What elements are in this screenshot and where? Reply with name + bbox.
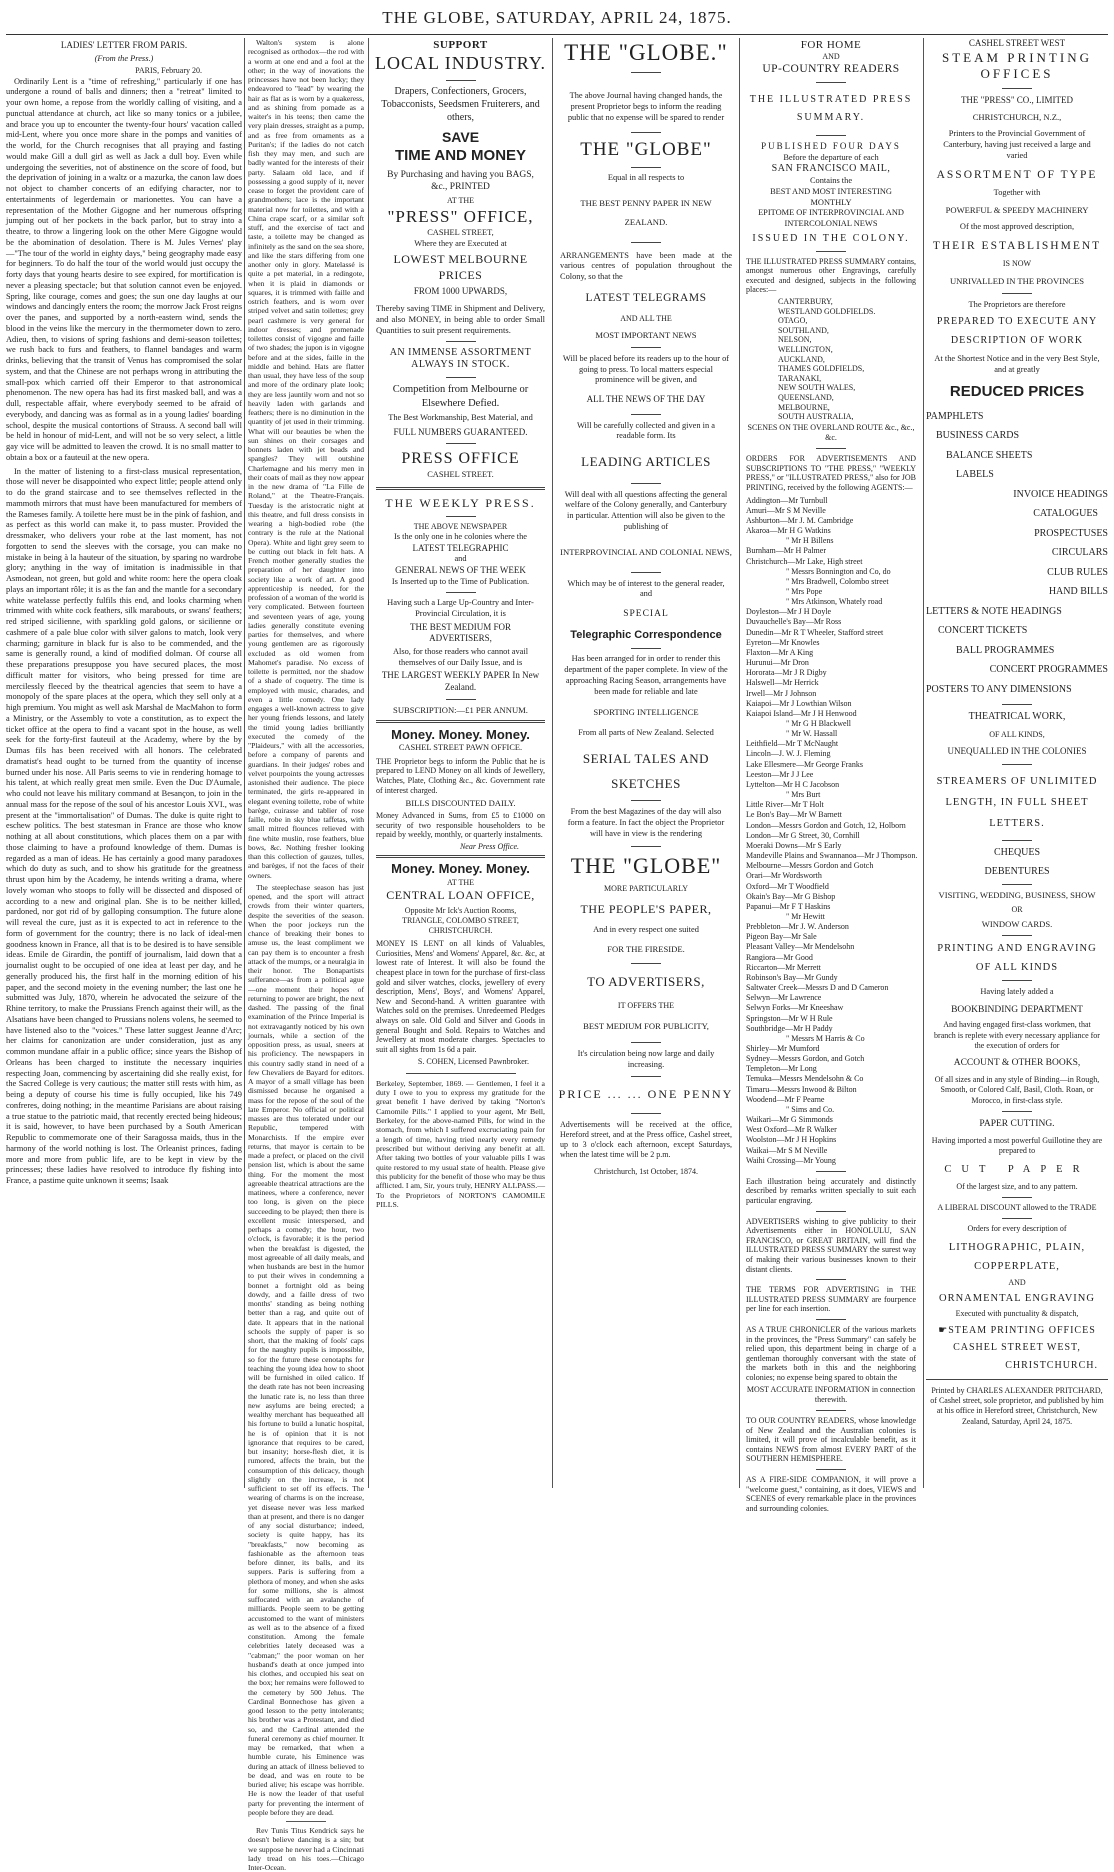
- agent-item: Oxford—Mr T Woodfield: [746, 881, 829, 891]
- article-paragraph: Ordinarily Lent is a "time of refreshing," particularly if one has undergone a round of balls and dinners; then a "retreat" limited to your own home, a repose from the worldly calling of visiting, and a punctual attendance at church, act like so many tonics or a jubilee, and brace you up to encounter the twenty-four hours' vacation called mid-Lent, where you once more share in the pomps and vanities of the world, for the Church recognises that all praying and fasting would make Gill a dull girl as well as Jack a dull boy. Even while undergoing the severities, not of abstinence on the score of food, but the deprivation of joining in a waltz or a mazurka, the canon law does not object to chamber concerts of an edifying character, nor to entertainments of legerdemain or marionettes. You can have a representation of the Mother Gigogne and her numerous offspring jumping out of her pockets in the back parlor, but to stray into a theatre, to throw a lingering look on the other Mere Gigogne would be the abomination of desolation. There is M. Jules Vernes' play—"The tour of the world in eighty days," being geography made easy for beginners. To do half the tour of the world would just occupy the forty days that young hearts desire to see expired, for mortification is never a pleasing spectacle; but that solution cannot even be enjoyed. Spring, like courage, comes and goes; the sun one day laughs at our windows and dancingly enters the room; the morrow Jack Frost reigns over the panes, and supported by a north-eastern wind, sends the blood in the veins like the mercury in the thermometer down to zero. Adieu, then, to visions of spring fashions and demi-season toilettes; we rush back to furs and feathers, to flannel bandages and warm drinks, believing that the transit of Venus has compromised the solar system, and that the Chinese are not perhaps wrong in attributing the small-pox which carried off their Emperor to that astronomical phenomenon. The new opera has had its first masked ball, and was a dull, respectable affair, where everybody seemed to be afraid of everybody, and dancing was as formal as in a young ladies' boarding school, despite the musical contortions of Strauss. A second ball will be held in honour of mid-Lent, and will not be so very select, a little gay vice will be admitted to leaven the crowd. It is no small matter to obtain a box or a fauteuil at the new opera.: [6, 76, 242, 462]
- agent-item: Pigeon Bay—Mr Sale: [746, 932, 817, 942]
- printing-item: CONCERT PROGRAMMES: [989, 664, 1108, 676]
- column-rule: [244, 38, 245, 1488]
- agent-item: Christchurch—Mr Lake, High street: [746, 556, 863, 566]
- window-cards: WINDOW CARDS.: [981, 918, 1053, 929]
- agent-item: Eyreton—Mr Knowles: [746, 637, 820, 647]
- printing-item: CONCERT TICKETS: [938, 625, 1028, 637]
- the-globe-heading: THE "GLOBE.": [564, 40, 728, 65]
- upcountry-readers: UP-COUNTRY READERS: [762, 63, 900, 76]
- joke-paragraph: Rev Tunis Titus Kendrick says he doesn't believe dancing is a sin; but we suppose he never had a Cincinnati lady tread on his toes.—Chicago Inter-Ocean.: [248, 1826, 364, 1872]
- paper-cutting: PAPER CUTTING.: [979, 1118, 1055, 1129]
- special-heading: SPECIAL: [623, 609, 669, 620]
- place-item: OTAGO,: [778, 316, 808, 326]
- place-item: QUEENSLAND,: [778, 392, 834, 402]
- agent-item: Leeston—Mr J J Lee: [746, 769, 814, 779]
- printers-text: Printers to the Provincial Government of Canterbury, having just received a large and varied: [943, 129, 1091, 160]
- purchasing-text: By Purchasing and having you BAGS, &c., PRINTED: [387, 169, 534, 192]
- interest-text: Which may be of interest to the general reader, and: [567, 578, 725, 599]
- description-of-work: DESCRIPTION OF WORK: [950, 335, 1084, 347]
- places-list: [742, 297, 920, 422]
- from-all-text: From all parts of New Zealand. Selected: [578, 728, 714, 738]
- is-now: IS NOW: [1002, 259, 1032, 269]
- illustrated-press-summary: THE ILLUSTRATED PRESS SUMMARY.: [749, 94, 913, 124]
- agent-item: Mandeville Plains and Swannanoa—Mr J Thompson.: [746, 851, 918, 861]
- agent-item: " Mr H Billens: [786, 536, 834, 546]
- lithographic: LITHOGRAPHIC, PLAIN,: [948, 1241, 1086, 1253]
- article-byline: (From the Press.): [94, 53, 154, 63]
- unrivalled-provinces: UNRIVALLED IN THE PROVINCES: [949, 275, 1085, 286]
- agent-item: Addington—Mr Turnbull: [746, 495, 828, 505]
- agent-item: Little River—Mr T Holt: [746, 800, 824, 810]
- agent-item: Lincoln—J. W. J. Fleming: [746, 749, 831, 759]
- place-item: AUCKLAND,: [778, 354, 825, 364]
- agent-item: Amuri—Mr S M Neville: [746, 505, 826, 515]
- agent-item: London—Mr G Street, 30, Cornhill: [746, 830, 860, 840]
- steam-printing-label: STEAM PRINTING OFFICES: [948, 1324, 1096, 1336]
- full-numbers: FULL NUMBERS GUARANTEED.: [393, 426, 528, 437]
- printing-item: CLUB RULES: [1047, 566, 1108, 578]
- latest-telegraphic: LATEST TELEGRAPHIC: [412, 542, 509, 553]
- largest-size: Of the largest size, and to any pattern.: [956, 1182, 1078, 1192]
- printing-item: BALANCE SHEETS: [946, 449, 1033, 461]
- price-line: PRICE ... ... ONE PENNY: [558, 1087, 734, 1102]
- agent-item: " Mrs Pope: [786, 586, 823, 596]
- offers-label: IT OFFERS THE: [617, 1000, 675, 1010]
- agent-item: Kaiapoi—Mr J Lowthian Wilson: [746, 698, 852, 708]
- place-item: SOUTH AUSTRALIA,: [778, 412, 854, 422]
- copperplate: COPPERPLATE,: [974, 1261, 1060, 1273]
- agent-item: " Messrs M Harris & Co: [786, 1033, 865, 1043]
- general-news: GENERAL NEWS OF THE WEEK: [395, 565, 526, 576]
- competition-text: Competition from Melbourne or Elsewhere Defied.: [392, 384, 529, 409]
- cashel-street-west-2: CASHEL STREET WEST,: [953, 1342, 1081, 1354]
- column-ladies-letter-continued: [248, 38, 364, 1872]
- always-in-stock: ALWAYS IN STOCK.: [411, 359, 510, 371]
- agent-item: Timaru—Messrs Inwood & Bilton: [746, 1084, 857, 1094]
- press-office-heading: "PRESS" OFFICE,: [387, 207, 534, 227]
- immense-assortment: AN IMMENSE ASSORTMENT: [389, 346, 532, 358]
- powerful-machinery: POWERFUL & SPEEDY MACHINERY: [945, 205, 1089, 215]
- and-label: AND: [1008, 1277, 1026, 1287]
- agent-item: Akaroa—Mr H G Watkins: [746, 526, 831, 536]
- country-readers-text: TO OUR COUNTRY READERS, whose knowledge of New Zealand and the Australian colonies is limited, it will prove of incalculable benefit, as it contains NEWS from almost EVERY PART of the SOUTHERN HEMISPHERE.: [746, 1416, 916, 1464]
- each-illustration-text: Each illustration being accurately and distinctly described by remarks written specially to suit each particular engraving.: [746, 1176, 916, 1206]
- agent-item: Kaiapoi Island—Mr J H Henwood: [746, 708, 857, 718]
- for-home-heading: FOR HOME: [800, 39, 862, 51]
- unequalled: UNEQUALLED IN THE COLONIES: [947, 746, 1087, 757]
- sporting-intelligence: SPORTING INTELLIGENCE: [593, 707, 699, 718]
- masthead-rule: [6, 34, 1108, 35]
- agent-item: London—Messrs Gordon and Gotch, 12, Holborn: [746, 820, 906, 830]
- masthead: THE GLOBE, SATURDAY, APRIL 24, 1875.: [382, 8, 732, 27]
- executed-text: Where they are Executed at: [414, 238, 507, 248]
- fireside-companion-text: AS A FIRE-SIDE COMPANION, it will prove a "welcome guest," containing, as it does, VIEWS and SCENES of every remarkable place in the provinces and surrounding colonies.: [746, 1475, 916, 1513]
- more-particularly: MORE PARTICULARLY: [604, 883, 688, 893]
- camomile-pills-text: Berkeley, September, 1869. — Gentlemen, I feel it a duty I owe to you to express my gratitude for the great benefit I have derived by taking "Norton's Camomile Pills." I applied to your agent, Mr Bell, Berkeley, for the above-named Pills, for wind in the stomach, from which I suffered excruciating pain for a length of time, having tried nearly every remedy prescribed but without deriving any benefit at all. After taking two bottles of your valuable pills I was quite restored to my usual state of health. Please give this publicity for the benefit of those who may be thus afflicted. I am, Sir, yours truly, HENRY ALLPASS.—To the Proprietors of NORTON'S CAMOMILE PILLS.: [376, 1078, 545, 1210]
- loan-text: MONEY IS LENT on all kinds of Valuables, Curiosities, Mens' and Womens' Apparel, &c. &c, at lowest rate of Interest. It will also be found the cheapest place in town for the purchase of first-class gold and silver watches, clocks, jewellery of every description, Mens', Boys', and Womens' Apparel, New and Second-hand. A written guarantee with Watches sold on the premises. Unredeemed Pledges always on sale. Old Gold and Silver and Goods in general Bought and Sold. Repairs to Watches and Jewellery at most moderate charges. Spectacles to suit all sights from 1s 6d a pair.: [376, 939, 545, 1054]
- agent-item: " Mrs Bradwell, Colombo street: [786, 576, 889, 586]
- agent-item: Hororata—Mr J R Digby: [746, 668, 827, 678]
- printing-items-list: [926, 407, 1108, 700]
- largest-paper: THE LARGEST WEEKLY PAPER In New Zealand.: [381, 670, 540, 692]
- printing-item: PAMPHLETS: [926, 410, 984, 422]
- agent-item: Orari—Mr Wordsworth: [746, 871, 822, 881]
- agent-item: Sydney—Messrs Gordon, and Gotch: [746, 1054, 865, 1064]
- column-rule: [739, 38, 740, 1488]
- article-paragraph: Walton's system is alone recognised as orthodox—the rod with a worm at one end and a fool at the other; in the way of inovations the princesses have not been lucky; they endeavored to "lead" by wearing the hair as flat as is worn by a quakeress, and as shining from pomade as a waiter's in his teens; then came the very plain dresses, straight as a pump, and as free from ornaments as a Puritan's; if the ladies do not catch fish they may men, and such are badly wanted for the interests of their party. Salaam old lace, and if possessing a good supply of it, never cease to forget the provident care of grandmothers; lace is the important material now for toilettes, and with a China crape scarf, or a similar soft stuff, and the exercise of tact and taste, a toilette may be changed as infinitely as the sand on the sea shore, and like the stars differing from one another only in glory. Matelassé is quite a pet material, in a redingote, when it is plaid in diamonds or squares, it is trimmed with faille and ostrich feathers, and is worn over striped velvet and satin toilettes; grey pearl cashmere is very general for indoor dresses; and promenade toilettes consist of vigogne and faille of two shades; the jupon is in vigogne before and at the sides, faille in the middle and behind. Hats are flatter than usual, they have less of the soup and more of the ordinary plate look; they are less jauntily worn and not so heavily laden with garlands and feathers; there is no diminution in the quantity of jet used in their trimming. What will our beauties be when the sun shines on their corsages and bonnets laden with jet beads and spangles? They will outshine Charlemagne and his merry men in their coats of mail as they now appear in the new drama of "La Fille de Roland," at the Theatre-Français. Tuesday is the aristocratic night at this theatre, and full dress consists in wearing a high-bodied robe (the contrary is the rule at the National Opera). White and light grey seem to be cutting out black in felt hats. A French mother generally studies the preparation of her daughter into society like a work of art. A good apprenticeship is needed, for the profession of a woman of the world is very complicated. Between fourteen and seventeen years of age, young ladies generally constitute evening parties for themselves, and where young gentlemen are as rigorously excluded as old women from Mahomet's paradise. No excess of toilette is permitted, nor the shadow of a shade of coquetry. The time is employed with music, charades, and even a little comedy. One lady engages a well-known actress to give her young friends lessons, and lately the timid young ladies brilliantly executed the comedy of the "Plaideurs," with all the accessories, before a company of parents and guardians. In their judges' robes and velvet pourpoints the young actresses astonished their audience. The piece terminated, the girls re-appeared in elegant evening toilette, robe of white barège, cuirasse and tablier of rose faille, robe in sky blue taffetas, with small mitred flounces relieved with fine white muslin, rose feathers, blue bows, &c. Nothing fresher looking than this collection of gauzes, tulles, and barèges, if not the faces of their owners.: [248, 38, 364, 880]
- christchurch-nz: CHRISTCHURCH, N.Z.,: [972, 112, 1062, 123]
- article-paragraph: The steeplechase season has just opened, and the sport will attract crowds from their winter quarters, despite the severities of the season. When the poor jockeys run the chance of breaking their bones to amuse us, the least compliment we can pay them is to encounter a fresh attack of the mumps, or a neuralgia in their honor. The Bonapartists sufferance—as from a political ague—one moment their hopes of returning to power are bright, the next dashed. The passing of the final examination of the Prince Imperial is not extravagantly noticed by his own journals, while a section of the opposition press, as usual, sneers at his proficiency. The newspapers in this country sadly stand in need of a few Chevaliers de Bayard for editors. A mayor of a small village has been dismissed because he organised a mass for the repose of the soul of the late Emperor. No official or political masses are thus tolerated under our Republic, tempered with Monarchists. If the empire ever returns, that mayor is certain to be made a prefect, or placed on the civil pension list, which is about the same thing. For the moment the most agreeable theatrical attractions are the matinees, where a conference, never too long, is given on the piece succeeding to be played; then there is excellent music interspersed, and perhaps a comedy; the hour, two o'clock, is favorable; it is the period when the breakfast is digested, the most agreeable of all daily meals, and when husbands are best in the humor to put their wives in condemning a bonnet a fortnight old as being dowdy, and a faille dress of two months' standing as being nothing better than a rag, and quite out of date. It appears that in the national schools the supply of paper is so short, that the making of fools' caps for the naughty pupils is impossible, so for the future these cenotaphs for teaching the young idea how to shoot will be furnished in oiled calico. If the death rate has not been increasing the lunatic rate is, no less than three new asylums are being erected; a wealthy merchant has bequeathed all his fortune to build a lunatic hospital, he is of opinion that it is not ignorance that requires to be cared, but insanity; horse-flesh diet, it is rumored, affects the brain, but the consumption of this delicacy, though slightly on the increase, is not sufficient to set off its effects. The wearing of charms is on the increase, yet disease never was less marked than at present, and there is no danger of any social disturbance; indeed, society is quite happy, has its "breakfasts," now becoming as fashionable as the afternoon teas before dinner, its balls, and its suppers. Paris is suffering from a plethora of money, and when she asks for some millions, she is almost suffocated with an avalanche of milliards. People seem to be getting accustomed to the want of ministers as well as to the absence of a fixed constitution. Among the female celebrities lately deceased was a "cabman;" the poor woman on her husband's death at once jumped into his clothes, and occupied his seat on the box; her remains were followed to the cemetery by 500 Jehus. The Cardinal Bonnechose has given a good lesson to the petty intolerants; his brother was a Protestant, and died so, and the Cardinal attended the funeral ceremony as chief mourner. It may be remarked, that when a humble curate, his Eminence was during an attack of illness believed to be dead, and was en route to be buried alive; his escape was horrible. He is now the leader of that useful party for preventing the interment of people before they are dead.: [248, 882, 364, 1817]
- shipment-text: Thereby saving TIME in Shipment and Delivery, and also MONEY, in being able to order Small Quantities to suit present requirements.: [376, 302, 545, 335]
- circulation-text: It's circulation being now large and daily increasing.: [577, 1048, 715, 1069]
- most-accurate: MOST ACCURATE INFORMATION in connection therewith.: [746, 1384, 916, 1404]
- agent-item: Selwyn Forks—Mr Kneeshaw: [746, 1003, 844, 1013]
- agent-item: " Mr Hewitt: [786, 911, 825, 921]
- their-establishment: THEIR ESTABLISHMENT: [932, 239, 1102, 252]
- epitome: EPITOME OF INTERPROVINCIAL AND INTERCOLONIAL NEWS: [758, 208, 904, 229]
- agent-item: " Messrs Bonnington and Co, do: [786, 566, 891, 576]
- near-press-office: Near Press Office.: [459, 842, 519, 852]
- place-item: WESTLAND GOLDFIELDS.: [778, 306, 876, 316]
- lately-added: Having lately added a: [980, 987, 1054, 997]
- received-text: Advertisements will be received at the office, Hereford street, and at the Press office, Cashel street, up to 3 o'clock each afternoon, except Saturdays, when the latest time will be 2 p.m.: [560, 1119, 732, 1160]
- hand-pointer-icon: ☛: [938, 1324, 949, 1336]
- together-with: Together with: [993, 188, 1041, 198]
- column-rule: [552, 38, 553, 1488]
- terms-text: THE TERMS FOR ADVERTISING in THE ILLUSTRATED PRESS SUMMARY are fourpence per line for each insertion.: [746, 1285, 916, 1314]
- printing-item: POSTERS TO ANY DIMENSIONS: [926, 683, 1072, 695]
- or-label: OR: [1011, 905, 1023, 915]
- agent-item: Flaxton—Mr A King: [746, 647, 814, 657]
- printing-item: CIRCULARS: [1051, 547, 1108, 559]
- agent-item: Irwell—Mr J Johnson: [746, 688, 817, 698]
- telegraphic-correspondence: Telegraphic Correspondence: [570, 629, 722, 642]
- above-newspaper: THE ABOVE NEWSPAPER: [413, 521, 508, 531]
- orders-description: Orders for every description of: [967, 1224, 1067, 1234]
- agent-item: Prebbleton—Mr J. W. Anderson: [746, 922, 849, 932]
- printing-item: LABELS: [956, 469, 994, 481]
- reduced-prices: REDUCED PRICES: [949, 382, 1085, 400]
- agent-item: Woolston—Mr J H Hopkins: [746, 1135, 837, 1145]
- magazines-text: From the best Magazines of the day will also form a feature. In fact the object the Proprietor will have in view is the rendering: [567, 807, 725, 838]
- the-globe-heading-2: THE "GLOBE": [580, 138, 712, 160]
- shortest-notice: At the Shortest Notice and in the very Best Style, and at greatly: [934, 354, 1100, 374]
- agent-item: Springston—Mr W H Rule: [746, 1013, 833, 1023]
- workmen-text: And having engaged first-class workmen, that branch is replete with every necessary appliance for the execution of orders for: [934, 1020, 1100, 1050]
- support-heading: SUPPORT: [433, 39, 488, 51]
- cohen-signature: S. COHEN, Licensed Pawnbroker.: [417, 1057, 529, 1067]
- interprovincial-news: INTERPROVINCIAL AND COLONIAL NEWS,: [560, 546, 732, 557]
- agent-item: " Mr W. Hassall: [786, 729, 838, 739]
- equal-text: Equal in all respects to: [607, 173, 685, 182]
- visiting-cards: VISITING, WEDDING, BUSINESS, SHOW: [938, 890, 1096, 901]
- press-office-heading-2: PRESS OFFICE: [401, 450, 520, 468]
- column-ladies-letter: [6, 38, 242, 1490]
- before-text: Before the departure of each: [783, 152, 879, 162]
- weekly-press-heading: THE WEEKLY PRESS.: [385, 495, 536, 510]
- cashel-street: CASHEL STREET,: [427, 227, 494, 237]
- orders-text: ORDERS FOR ADVERTISEMENTS AND SUBSCRIPTIONS TO "THE PRESS," "WEEKLY PRESS," or "ILLUSTRATED PRESS," also for JOB PRINTING, received by the following AGENTS:—: [746, 454, 916, 492]
- and-label: AND: [822, 52, 840, 62]
- column-press-summary: [742, 38, 920, 1513]
- agent-item: " Sims and Co.: [786, 1104, 835, 1114]
- place-item: TARANAKI,: [778, 373, 822, 383]
- steam-printing-offices: STEAM PRINTING OFFICES: [942, 49, 1092, 82]
- printing-item: LETTERS & NOTE HEADINGS: [926, 605, 1062, 617]
- collected-text: Will be carefully collected and given in a readable form. Its: [576, 420, 716, 441]
- chronicler-text: AS A TRUE CHRONICLER of the various markets in the provinces, the "Press Summary" can safely be relied upon, this department being in charge of a gentleman thoroughly conversant with the state of the markets both in this and the neighboring colonies; no expense being spared to obtain the: [746, 1325, 916, 1382]
- to-advertisers: TO ADVERTISERS,: [587, 974, 705, 990]
- article-title: LADIES' LETTER FROM PARIS.: [60, 40, 188, 50]
- place-item: WELLINGTON,: [778, 344, 833, 354]
- sizes-text: Of all sizes and in any style of Binding—in Rough, Smooth, or Colored Calf, Basil, Cloth. Roan, or Morocco, in first-class style.: [934, 1075, 1100, 1105]
- sf-mail: SAN FRANCISCO MAIL,: [771, 163, 891, 175]
- money-heading: Money. Money. Money.: [391, 726, 530, 742]
- printing-item: CATALOGUES: [1033, 508, 1098, 520]
- serial-tales: SERIAL TALES AND: [582, 751, 710, 767]
- summary-text: THE ILLUSTRATED PRESS SUMMARY contains, amongst numerous other Engravings, carefully executed and designed, subjects in the following places:—: [746, 256, 916, 295]
- for-the-fireside: FOR THE FIRESIDE.: [607, 944, 685, 955]
- sketches: SKETCHES: [611, 775, 681, 791]
- place-item: NEW SOUTH WALES,: [778, 383, 856, 393]
- agent-item: Rangiora—Mr Good: [746, 952, 813, 962]
- agent-item: " Mrs Atkinson, Whately road: [786, 597, 883, 607]
- place-item: NELSON,: [778, 335, 812, 345]
- christchurch-2: CHRISTCHURCH.: [1005, 1360, 1098, 1372]
- and-label: and: [454, 554, 467, 564]
- questions-text: Will deal with all questions affecting the general welfare of the Colony generally, and Canterbury in particular. Attention will also be given to the publishing of: [564, 489, 728, 531]
- agent-item: Le Bon's Bay—Mr W Barnett: [746, 810, 842, 820]
- inserted-text: Is Inserted up to the Time of Publication.: [391, 576, 530, 586]
- agent-item: Lake Ellesmere—Mr George Franks: [746, 759, 863, 769]
- agent-item: Halswell—Mr Herrick: [746, 678, 819, 688]
- column-the-globe: [556, 38, 736, 1490]
- place-item: MELBOURNE,: [778, 402, 830, 412]
- agent-item: Woodend—Mr F Pearne: [746, 1094, 825, 1104]
- streamers-text: STREAMERS OF UNLIMITED LENGTH, IN FULL SHEET LETTERS.: [936, 775, 1098, 829]
- agent-item: Southbridge—Mr H Paddy: [746, 1023, 833, 1033]
- most-important-news: MOST IMPORTANT NEWS: [595, 329, 697, 340]
- of-all-kinds: OF ALL KINDS,: [989, 730, 1045, 740]
- circulation-text: Having such a Large Up-Country and Inter-Provincial Circulation, it is: [387, 598, 534, 619]
- of-all-kinds-2: OF ALL KINDS: [975, 962, 1059, 974]
- only-one-text: Is the only one in he colonies where the: [393, 532, 528, 542]
- best-medium: THE BEST MEDIUM FOR ADVERTISERS,: [409, 621, 512, 644]
- agent-item: Burnham—Mr H Palmer: [746, 546, 826, 556]
- money-heading-2: Money. Money. Money.: [391, 861, 530, 877]
- time-money-heading: TIME AND MONEY: [394, 147, 527, 165]
- and-all-label: AND ALL THE: [620, 313, 672, 323]
- leading-articles: LEADING ARTICLES: [581, 454, 711, 470]
- all-news-of-day: ALL THE NEWS OF THE DAY: [586, 394, 706, 405]
- printing-engraving: PRINTING AND ENGRAVING: [937, 942, 1097, 954]
- agent-item: Saltwater Creek—Messrs D and D Cameron: [746, 983, 889, 993]
- printing-item: PROSPECTUSES: [1034, 527, 1108, 539]
- at-the-label: AT THE: [446, 195, 475, 205]
- overland-route: SCENES ON THE OVERLAND ROUTE &c., &c., &c.: [747, 422, 915, 442]
- agent-item: Melbourne—Messrs Gordon and Gotch: [746, 861, 874, 871]
- printer-imprint: Printed by CHARLES ALEXANDER PRITCHARD, of Cashel street, sole proprietor, and published by him at his office in Hereford street, Christchurch, New Zealand, Saturday, April 24, 1875.: [930, 1385, 1104, 1426]
- agent-item: Pleasant Valley—Mr Mendelsohn: [746, 942, 855, 952]
- agent-item: Selwyn—Mr Lawrence: [746, 993, 822, 1003]
- opposite-text: Opposite Mr Ick's Auction Rooms, TRIANGLE, COLOMBO STREET, CHRISTCHURCH.: [402, 905, 519, 935]
- agent-item: Lyttelton—Mr H C Jacobson: [746, 779, 840, 789]
- agent-item: " Mr G H Blackwell: [786, 719, 852, 729]
- agent-item: Robinson's Bay—Mr Gundy: [746, 972, 838, 982]
- agent-item: Templeton—Mr Long: [746, 1064, 817, 1074]
- best-penny-text: THE BEST PENNY PAPER IN NEW ZEALAND.: [580, 197, 712, 227]
- local-industry-heading: LOCAL INDUSTRY.: [374, 53, 546, 74]
- pawn-office: CASHEL STREET PAWN OFFICE.: [398, 743, 523, 753]
- also-text: Also, for those readers who cannot avail themselves of our Daily Issue, and is: [392, 646, 529, 667]
- place-item: CANTERBURY,: [778, 297, 833, 307]
- workmanship-text: The Best Workmanship, Best Material, and: [388, 413, 533, 423]
- guillotine-text: Having imported a most powerful Guillotine they are prepared to: [931, 1136, 1103, 1156]
- the-globe-heading-3: THE "GLOBE": [570, 852, 722, 878]
- agent-item: Shirley—Mr Mumford: [746, 1044, 820, 1054]
- central-loan-office: CENTRAL LOAN OFFICE,: [386, 888, 535, 903]
- proprietors-text: The Proprietors are therefore: [968, 299, 1066, 309]
- place-item: SOUTHLAND,: [778, 325, 829, 335]
- published-four-days: PUBLISHED FOUR DAYS: [761, 141, 901, 152]
- agent-item: Duvauchelle's Bay—Mr Ross: [746, 617, 842, 627]
- column-local-industry: [372, 38, 549, 1490]
- assortment-of-type: ASSORTMENT OF TYPE: [936, 168, 1098, 181]
- arranged-text: Has been arranged for in order to render this department of the paper complete. In view of the approaching Racing Season, arrangements have been made for reliable and late: [564, 654, 728, 696]
- place-item: THAMES GOLDFIELDS,: [778, 364, 865, 374]
- bills-discounted: BILLS DISCOUNTED DAILY.: [405, 798, 516, 809]
- dispatch-text: Executed with punctuality & dispatch,: [955, 1309, 1079, 1319]
- printing-item: BALL PROGRAMMES: [956, 644, 1055, 656]
- debentures: DEBENTURES: [984, 865, 1050, 877]
- agent-item: Waikai—Mr S M Neville: [746, 1145, 828, 1155]
- agent-item: Leithfield—Mr T McNaught: [746, 739, 839, 749]
- from-upwards: FROM 1000 UPWARDS,: [413, 286, 508, 297]
- cut-paper: CUT PAPER: [944, 1163, 1090, 1175]
- cheques: CHEQUES: [993, 846, 1041, 858]
- agent-item: Papanui—Mr F T Haskins: [746, 901, 831, 911]
- best-interesting: BEST AND MOST INTERESTING: [770, 186, 892, 196]
- press-co-limited: THE "PRESS" CO., LIMITED: [960, 94, 1074, 105]
- printing-item: INVOICE HEADINGS: [1013, 488, 1108, 500]
- liberal-discount: A LIBERAL DISCOUNT allowed to the TRADE: [937, 1203, 1097, 1213]
- best-medium-publicity: BEST MEDIUM FOR PUBLICITY,: [583, 1020, 709, 1031]
- latest-telegrams: LATEST TELEGRAMS: [585, 291, 707, 304]
- agent-item: Okain's Bay—Mr G Bishop: [746, 891, 836, 901]
- arrangements-text: ARRANGEMENTS have been made at the various centres of population throughout the Colony, so that the: [560, 250, 732, 282]
- agent-item: Doyleston—Mr J H Doyle: [746, 607, 832, 617]
- cashel-street-2: CASHEL STREET.: [427, 469, 494, 479]
- printing-item: BUSINESS CARDS: [936, 430, 1020, 442]
- prepared-to-execute: PREPARED TO EXECUTE ANY: [936, 316, 1098, 328]
- agent-item: West Oxford—Mr R Walker: [746, 1125, 837, 1135]
- theatrical-work: THEATRICAL WORK,: [968, 711, 1066, 723]
- bookbinding-department: BOOKBINDING DEPARTMENT: [951, 1005, 1083, 1016]
- column-printing-offices: [926, 38, 1108, 1490]
- agents-list: [742, 496, 920, 1166]
- printing-item: HAND BILLS: [1048, 586, 1108, 598]
- article-dateline: PARIS, February 20.: [135, 66, 202, 76]
- dated-line: Christchurch, 1st October, 1874.: [593, 1166, 699, 1176]
- ornamental-engraving: ORNAMENTAL ENGRAVING: [939, 1292, 1095, 1304]
- agent-item: Moeraki Downs—Mr S Early: [746, 840, 842, 850]
- steam-printing-offices-2: [926, 1325, 1108, 1338]
- at-the-label-2: AT THE: [446, 877, 475, 887]
- monthly: MONTHLY: [810, 197, 852, 207]
- peoples-paper: THE PEOPLE'S PAPER,: [580, 901, 712, 916]
- subscription: SUBSCRIPTION:—£1 PER ANNUM.: [393, 704, 528, 715]
- article-paragraph: In the matter of listening to a first-class musical representation, those will never be disappointed who expect little; people attend only to do the grand staircase and to see themselves reflected in the mammoth mirrors that must have been manufactured for members of the Rameses family. A toilette here must be in the pink of fashion, and as perfect as this world can make it, to pass muster. Provided the dressmaker, who delivers your robe at the last moment, has not forgotten to send the sleeves with the corsage, you can make no mistake in being à la hauteur of the situation, by sparing no wardrobe glory; anything in the way of imitation is inadmissible in that Asmodean, not green, but gold and white room: here the opera cloak plays an important rôle; it is as the fan and the mantle for a secondary white watelasse perfectly fulfils this end, and looks charming when trimmed with white cock feathers, silk marabouts, or swans' feathers; red striped sicilienne, with sparkling gold galons, or sicilienne or cashmere of a pale blue color with silver galons to match, look very charming; garniture in black fur is also to be commended, and the same is generally round, a kind of modified dolman. Of course all these preparations presuppose you have secured places, the most difficult matter for visitors, who being pressed for time are mercilessly fleeced by the theatrical agencies that seem to have a monopoly of the spare places at the opera, which they sell only at a high premium. You might as well ask Marshal de MacMahon to form a Ministry, or the Assembly to vote a constitution, as to expect the ticket office at the opera to find a vacant spot in the house, as well seek for the forty-first fauteuil at the Academy, where by the by Dumas fils has been received with all honors. The celebrated dramatist's head ought to be turned from the quantity of incense burned under his nose. All Paris seems to vie in rendering homage to his talent, at which really great men smile. Even the Duc D'Aumale, who could not leave his military command at Besançon, to join in the annual mass for the repose of the soul of his ancestor Louis XVI., was present at the "immortalisation" of Dumas. The duke is quite right to eschew politics. The best statesman in France are those who know nothing at all about constitutions, which places them on a par with those claiming to have a profound knowledge of them. Dumas is regarded as a man of ideas. He has certainly a good many paradoxes which do duty as such, and to show his gratitude for the greatness thrust upon him by the Academy, he intends writing a drama, where lovely woman who stoops to folly will be dissected and disposed of according to a new and original plan. She is to be neither killed, pardoned, nor got rid of by galloping consumption. The future alone will reveal the cure, just as it is expected to act in reference to the form of government for the country; there is no lack of ideal-men goodness known in France, all that is to be desired is to have sensible ideas. Emile de Girardin, the pontiff of journalism, laid down that a journalist ought to be occupied of one idea at least per day, and he generally produced his, the first half in the morning edition of his paper, and the second moiety in the evening number; the last one he submitted was July, 1870, wherein he advocated the seizure of the Rhine territory, to make the Prussians French against their will, as the Alsatians have been changed to Prussians nolens volens, he seemed to have listened also to the "voices." These latter suggest Jeanne d'Arc; her claims for canonization are under consideration, just as any common mundane affair in a public office; since years the Bishop of Orleans has been charged to institute the necessary inquiries respecting Joan, commencing by ascertaining did she really exist, for the Sacred College is very cautious; the matter still rests with him, as being a deputy of course his time is fully occupied, like his 749 confreres, doing nothing; in the meantime Parisians are about raising a true statue to the patriotic maid, that recently erected being hideous; it is said, however, to have been purchased by a South American Republic to commemorate one of their Saragossa maids, thus in the harmony of the world nothing is lost. The Orleanist princes, fading more and more from public life, are to be kept in view by the princesses; these ladies have resolved to introduce fly fishing into France, a pastime quite unknown it seems; Isaak: [6, 466, 242, 1185]
- agent-item: Temuka—Messrs Mendelsohn & Co: [746, 1074, 864, 1084]
- issued-colony: ISSUED IN THE COLONY.: [752, 232, 910, 244]
- agent-item: Ashburton—Mr J. M. Cambridge: [746, 515, 854, 525]
- contains-text: Contains the: [809, 176, 853, 186]
- save-heading: SAVE: [441, 128, 480, 145]
- trades-text: Drapers, Confectioners, Grocers, Tobacconists, Seedsmen Fruiterers, and others,: [381, 86, 540, 123]
- account-books: ACCOUNT & OTHER BOOKS,: [953, 1058, 1081, 1069]
- agent-item: " Mrs Burt: [786, 790, 821, 800]
- agent-item: Waihi Crossing—Mr Young: [746, 1155, 836, 1165]
- approved-description: Of the most approved description,: [959, 222, 1075, 231]
- agent-item: Waikari—Mr G Simmonds: [746, 1115, 833, 1125]
- lowest-prices-heading: LOWEST MELBOURNE PRICES: [393, 252, 528, 282]
- agent-item: Riccarton—Mr Merrett: [746, 962, 821, 972]
- advertisers-wishing-text: ADVERTISERS wishing to give publicity to their Advertisements either in HONOLULU, SAN FRANCISCO, or GREAT BRITAIN, will find the ILLUSTRATED PRESS SUMMARY the surest way of making their various businesses known to their distant clients.: [746, 1216, 916, 1274]
- changed-hands-text: The above Journal having changed hands, the present Proprietor begs to inform the reading public that no expense will be spared to render: [567, 91, 725, 122]
- column-rule: [368, 38, 369, 1488]
- agent-item: Dunedin—Mr R T Wheeler, Stafford street: [746, 627, 884, 637]
- suited-text: And in every respect one suited: [593, 925, 699, 935]
- column-rule: [923, 38, 924, 1488]
- advanced-text: Money Advanced in Sums, from £5 to £1000 on security of two responsible householders to be repaid by weekly, monthly, or quarterly instalments.: [376, 811, 545, 840]
- placed-text: Will be placed before its readers up to the hour of going to press. To local matters especial prominence will be given, and: [562, 353, 730, 385]
- agent-item: Hurunui—Mr Dron: [746, 658, 809, 668]
- cashel-street-west: CASHEL STREET WEST: [968, 38, 1066, 48]
- pawn-text: THE Proprietor begs to inform the Public that he is prepared to LEND Money on all kinds of Jewellery, Watches, Plate, Clothing &c., &c. Government rate of interest charged.: [376, 756, 545, 795]
